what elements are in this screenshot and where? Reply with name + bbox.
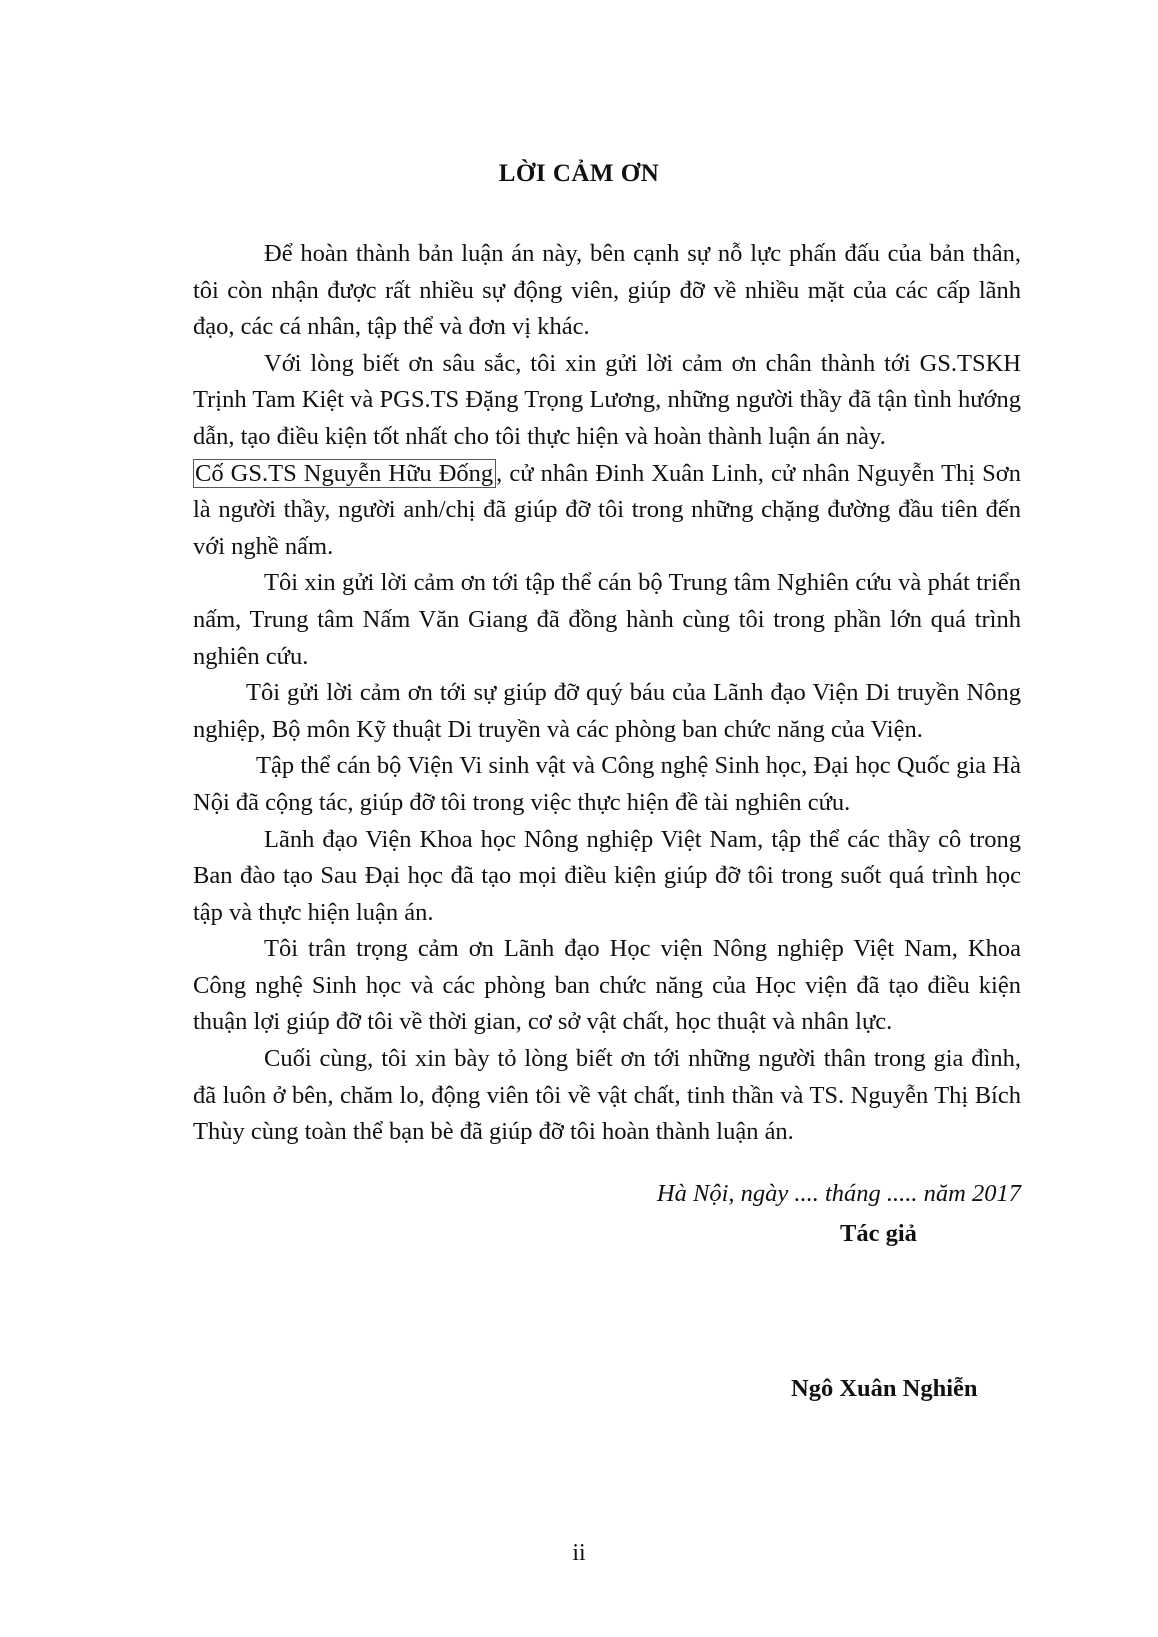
paragraph-academy-science: Lãnh đạo Viện Khoa học Nông nghiệp Việt Nam, tập thể các thầy cô trong Ban đào tạo Sau Đại học đã tạo mọi điều kiện giúp đỡ tôi trong suốt quá trình học tập và thực hiện luận án.	[193, 825, 1021, 926]
page-title: LỜI CẢM ƠN	[498, 160, 660, 187]
paragraph-mentors	[193, 456, 1021, 566]
paragraph-intro: Để hoàn thành bản luận án này, bên cạnh sự nỗ lực phấn đấu của bản thân, tôi còn nhận được rất nhiều sự động viên, giúp đỡ về nhiều mặt của các cấp lãnh đạo, các cá nhân, tập thể và đơn vị khác.	[193, 240, 1021, 341]
author-name: Ngô Xuân Nghiễn	[791, 1375, 978, 1402]
acknowledgement-body	[193, 236, 1021, 1151]
paragraph-agriculture-academy: Tôi trân trọng cảm ơn Lãnh đạo Học viện Nông nghiệp Việt Nam, Khoa Công nghệ Sinh học và các phòng ban chức năng của Học viện đã tạo điều kiện thuận lợi giúp đỡ tôi về thời gian, cơ sở vật chất, học thuật và nhân lực.	[193, 935, 1021, 1036]
paragraph-microbiology-institute: Tập thể cán bộ Viện Vi sinh vật và Công nghệ Sinh học, Đại học Quốc gia Hà Nội đã cộng tác, giúp đỡ tôi trong việc thực hiện đề tài nghiên cứu.	[193, 752, 1021, 816]
paragraph-mentors-text: , cử nhân Đinh Xuân Linh, cử nhân Nguyễn Thị Sơn là người thầy, người anh/chị đã giúp đỡ tôi trong những chặng đường đầu tiên đến với nghề nấm.	[193, 459, 1022, 560]
paragraph-supervisors: Với lòng biết ơn sâu sắc, tôi xin gửi lời cảm ơn chân thành tới GS.TSKH Trịnh Tam Kiệt và PGS.TS Đặng Trọng Lương, những người thầy đã tận tình hướng dẫn, tạo điều kiện tốt nhất cho tôi thực hiện và hoàn thành luận án này.	[193, 349, 1021, 450]
paragraph-research-center: Tôi xin gửi lời cảm ơn tới tập thể cán bộ Trung tâm Nghiên cứu và phát triển nấm, Trung tâm Nấm Văn Giang đã đồng hành cùng tôi trong phần lớn quá trình nghiên cứu.	[193, 569, 1021, 670]
highlighted-name-box: Cố GS.TS Nguyễn Hữu Đống	[193, 459, 496, 488]
date-line: Hà Nội, ngày .... tháng ..... năm 2017	[656, 1180, 1021, 1207]
paragraph-genetics-institute: Tôi gửi lời cảm ơn tới sự giúp đỡ quý báu của Lãnh đạo Viện Di truyền Nông nghiệp, Bộ môn Kỹ thuật Di truyền và các phòng ban chức năng của Viện.	[193, 679, 1021, 743]
paragraph-family: Cuối cùng, tôi xin bày tỏ lòng biết ơn tới những người thân trong gia đình, đã luôn ở bên, chăm lo, động viên tôi về vật chất, tinh thần và TS. Nguyễn Thị Bích Thùy cùng toàn thể bạn bè đã giúp đỡ tôi hoàn thành luận án.	[193, 1045, 1021, 1146]
author-label: Tác giả	[840, 1220, 917, 1247]
page-number: ii	[572, 1540, 586, 1566]
